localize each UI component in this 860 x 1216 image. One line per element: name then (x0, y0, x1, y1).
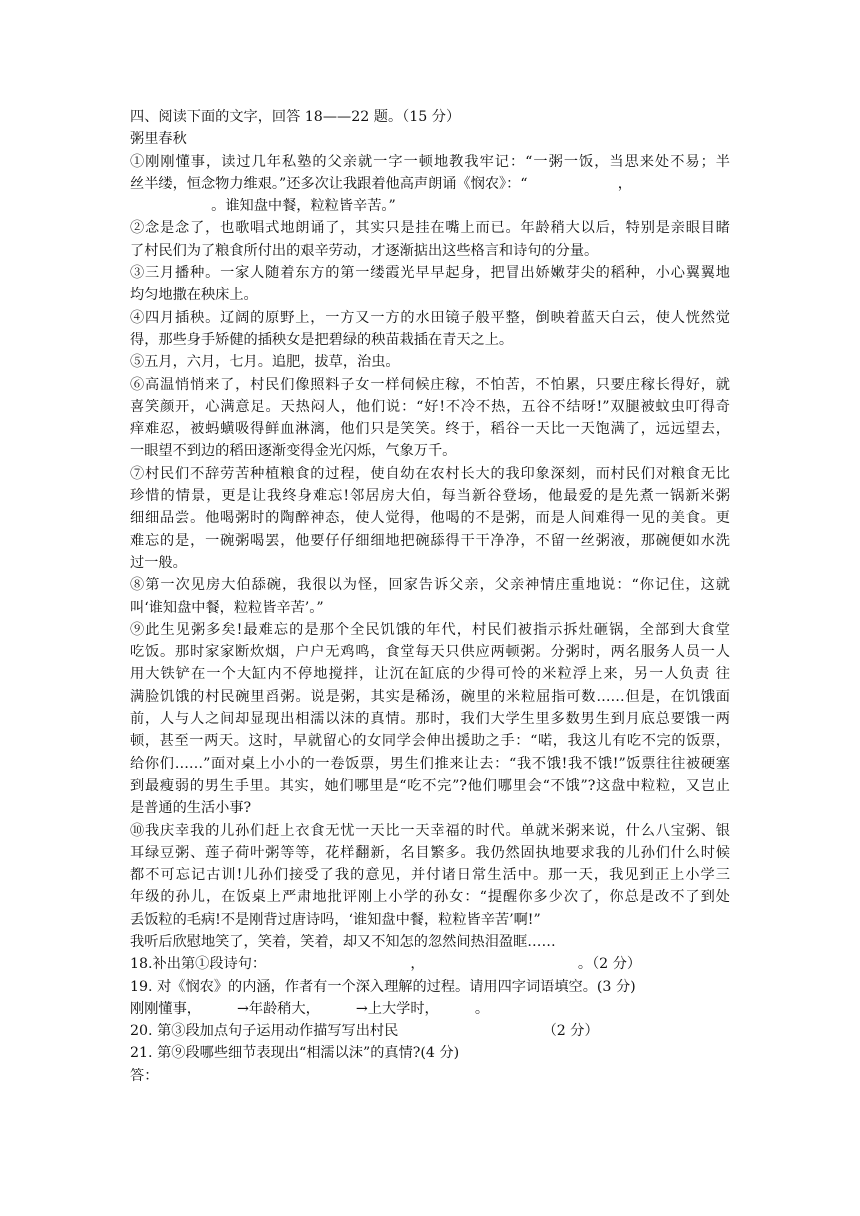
text-line: ⑧第一次见房大伯舔碗，我很以为怪，回家告诉父亲，父亲神情庄重地说：“你记住，这就 (130, 577, 730, 594)
text-line: 四、阅读下面的文字，回答 18——22 题。（15 分） (130, 109, 461, 125)
text-line: 21. 第⑨段哪些细节表现出“相濡以沫”的真情?(4 分) (130, 1045, 460, 1062)
text-line: ⑥高温悄悄来了，村民们像照料子女一样伺候庄稼，不怕苦，不怕累，只要庄稼长得好，就 (130, 376, 730, 393)
text-line: 吃饭。那时家家断炊烟，户户无鸡鸣，食堂每天只供应两顿粥。分粥时，两名服务人员一人 (130, 644, 730, 661)
text-line: 前，人与人之间却显现出相濡以沫的真情。那时，我们大学生里多数男生到月底总要饿一两 (130, 711, 730, 728)
text-line: 年级的孙儿，在饭桌上严肃地批评刚上小学的孙女：“提醒你多少次了，你总是改不了到处 (130, 889, 730, 906)
text-line: 19. 对《悯农》的内涵，作者有一个深入理解的过程。请用四字词语填空。(3 分) (130, 978, 636, 995)
text-line: 均匀地撒在秧床上。 (130, 287, 258, 304)
text-line: ②念是念了，也歌唱式地朗诵了，其实只是挂在嘴上而已。年龄稍大以后，特别是亲眼目睹 (130, 220, 730, 237)
text-line: 。谁知盘中餐，粒粒皆辛苦。” (130, 198, 396, 215)
text-line: 用大铁铲在一个大缸内不停地搅拌，让沉在缸底的少得可怜的米粒浮上来，另一人负责 往 (130, 666, 730, 683)
text-line: 满脸饥饿的村民碗里舀粥。说是粥，其实是稀汤，碗里的米粒屈指可数……但是，在饥饿面 (130, 688, 730, 705)
text-line: 丢饭粒的毛病!不是刚背过唐诗吗，‘谁知盘中餐，粒粒皆辛苦’啊!” (130, 911, 541, 928)
text-line: ⑨此生见粥多矣!最难忘的是那个全民饥饿的年代，村民们被指示拆灶砸锅，全部到大食堂 (130, 621, 730, 638)
text-line: 到最瘦弱的男生手里。其实，她们哪里是“吃不完”?他们哪里会“不饿”?这盘中粒粒，又岂止 (130, 777, 730, 794)
text-line: ③三月播种。一家人随着东方的第一缕霞光早早起身，把冒出娇嫩芽尖的稻种，小心翼翼地 (130, 265, 730, 282)
text-line: ⑤五月，六月，七月。追肥，拔草，治虫。 (130, 354, 400, 371)
text-line: 了村民们为了粮食所付出的艰辛劳动，才逐渐掂出这些格言和诗句的分量。 (130, 242, 599, 259)
text-line: 耳绿豆粥、莲子荷叶粥等等，花样翻新，名目繁多。我仍然固执地要求我的儿孙们什么时候 (130, 844, 730, 861)
text-line: 过一般。 (130, 554, 187, 571)
text-line: 珍惜的情景，更是让我终身难忘!邻居房大伯，每当新谷登场，他最爱的是先煮一锅新米粥 (130, 488, 730, 505)
text-line: 一眼望不到边的稻田逐渐变得金光闪烁，气象万千。 (130, 443, 457, 460)
text-line: 丝半缕，恒念物力维艰。”还多次让我跟着他高声朗诵《悯农》：“ ， (130, 175, 632, 192)
text-line: 我听后欣慰地笑了，笑着，笑着，却又不知怎的忽然间热泪盈眶…… (130, 933, 556, 950)
text-line: 喜笑颜开，心满意足。天热闷人，他们说：“好!不冷不热，五谷不结呀!”双腿被蚊虫叮得奇 (130, 398, 730, 415)
text-line: 痒难忍，被蚂蟥吸得鲜血淋漓，他们只是笑笑。终于，稻谷一天比一天饱满了，远远望去， (130, 421, 730, 438)
text-line: 都不可忘记古训!儿孙们接受了我的意见，并付诸日常生活中。那一天，我见到正上小学三 (130, 867, 730, 884)
text-line: 细细品尝。他喝粥时的陶醉神态，使人觉得，他喝的不是粥，而是人间难得一见的美食。更 (130, 510, 730, 527)
text-line: ⑩我庆幸我的儿孙们赶上衣食无忧一天比一天幸福的时代。单就米粥来说，什么八宝粥、银 (130, 822, 730, 839)
text-line: 20. 第③段加点句子运用动作描写写出村民 （2 分） (130, 1023, 599, 1040)
text-line: 难忘的是，一碗粥喝罢，他要仔仔细细地把碗舔得干干净净，不留一丝粥液，那碗便如水洗 (130, 532, 730, 549)
text-line: 刚刚懂事， →年龄稍大， →上大学时， 。 (130, 1000, 490, 1017)
text-line: 得，那些身手矫健的插秧女是把碧绿的秧苗栽插在青天之上。 (130, 331, 514, 348)
text-line: 叫‘谁知盘中餐，粒粒皆辛苦’。” (130, 599, 324, 616)
text-line: 18.补出第①段诗句： ， 。（2 分） (130, 956, 642, 973)
text-line: 答： (130, 1067, 159, 1084)
text-line: 顿，甚至一两天。这时，早就留心的女同学会伸出援助之手：“喏，我这儿有吃不完的饭票， (130, 733, 730, 750)
text-line: 给你们……”面对桌上小小的一卷饭票，男生们推来让去：“我不饿!我不饿!”饭票往往被硬塞 (130, 755, 730, 772)
text-line: 粥里春秋 (130, 131, 187, 148)
text-line: ⑦村民们不辞劳苦种植粮食的过程，使自幼在农村长大的我印象深刻，而村民们对粮食无比 (130, 465, 730, 482)
document-body (130, 106, 730, 1087)
text-line: ①刚刚懂事，读过几年私塾的父亲就一字一顿地教我牢记：“一粥一饭，当思来处不易；半 (130, 153, 730, 170)
text-line: ④四月插秧。辽阔的原野上，一方又一方的水田镜子般平整，倒映着蓝天白云，使人恍然觉 (130, 309, 730, 326)
text-line: 是普通的生活小事? (130, 800, 252, 817)
